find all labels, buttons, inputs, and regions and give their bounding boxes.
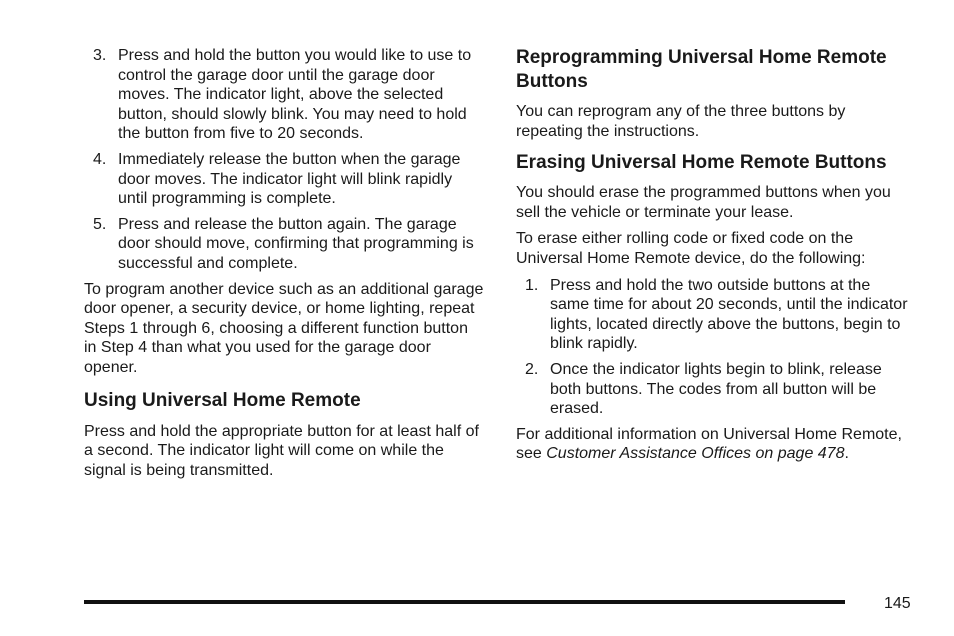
list-item	[84, 215, 484, 274]
reprogramming-heading: Reprogramming Universal Home Remote Buttons	[516, 47, 887, 92]
program-another-device-paragraph: To program another device such as an additional garage door opener, a security device, or home lighting, repeat Steps 1 through 6, choosing a different function button in Step 4 than what you used for the garage door opener.	[84, 280, 484, 376]
step-list-right	[516, 276, 911, 419]
page-number: 145	[884, 595, 911, 612]
erase-instructions-intro: To erase either rolling code or fixed code on the Universal Home Remote device, do the following:	[516, 230, 866, 267]
step-number: 5.	[93, 215, 107, 233]
list-item	[516, 360, 911, 419]
step-text: Press and release the button again. The garage door should move, confirming that programming is successful and complete.	[118, 215, 474, 272]
erasing-heading: Erasing Universal Home Remote Buttons	[516, 152, 887, 174]
step-number: 3.	[93, 47, 107, 64]
additional-info-period: .	[844, 445, 849, 463]
step-number: 1.	[525, 276, 539, 294]
list-item	[84, 150, 484, 209]
left-column	[84, 46, 484, 487]
footer-rule	[84, 600, 845, 604]
list-item	[84, 46, 484, 144]
cross-reference-link[interactable]: Customer Assistance Offices on page 478	[546, 445, 845, 463]
list-item	[516, 276, 911, 354]
step-text: Once the indicator lights begin to blink, release both buttons. The codes from all button will be erased.	[550, 360, 882, 418]
erase-when-selling-paragraph: You should erase the programmed buttons when you sell the vehicle or terminate your lease.	[516, 184, 891, 221]
using-remote-heading: Using Universal Home Remote	[84, 389, 361, 411]
additional-info-paragraph	[516, 425, 911, 464]
step-list-left	[84, 46, 484, 274]
step-text: Press and hold the two outside buttons at the same time for about 20 seconds, until the indicator lights, located directly above the buttons, begin to blink rapidly.	[550, 276, 908, 353]
right-column	[516, 46, 911, 471]
step-number: 4.	[93, 150, 107, 168]
step-text: Press and hold the button you would like to use to control the garage door until the garage door moves. The indicator light, above the selected button, should slowly blink. You may need to hold the button from five to 20 seconds.	[118, 47, 472, 143]
reprogramming-paragraph: You can reprogram any of the three buttons by repeating the instructions.	[516, 103, 846, 140]
step-text: Immediately release the button when the garage door moves. The indicator light will blink rapidly until programming is complete.	[118, 150, 461, 208]
using-remote-paragraph: Press and hold the appropriate button for at least half of a second. The indicator light will come on while the signal is being transmitted.	[84, 422, 479, 479]
step-number: 2.	[525, 360, 539, 378]
additional-info-text: For additional information on Universal Home Remote, see	[516, 425, 902, 463]
